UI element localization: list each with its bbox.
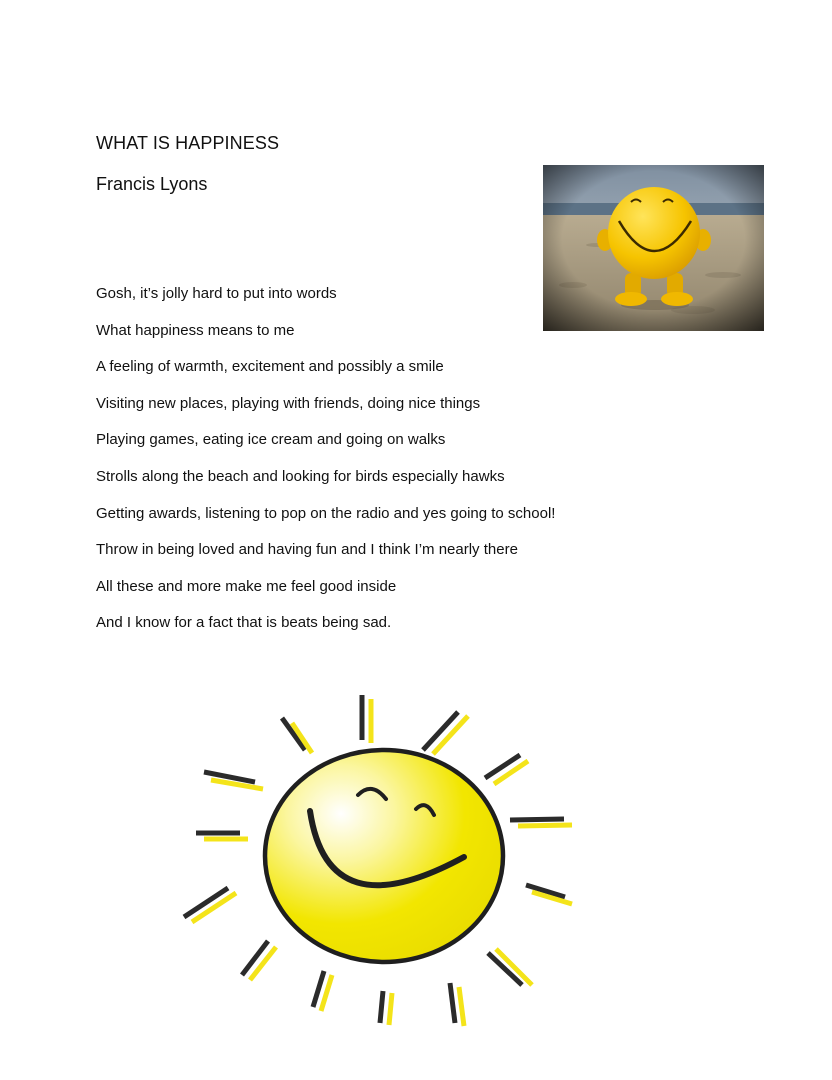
sun-face — [265, 750, 503, 962]
poem-line: Gosh, it’s jolly hard to put into words — [96, 285, 337, 302]
smiley-figure-photo — [543, 165, 764, 331]
smiling-sun-icon — [170, 685, 590, 1035]
poem-author: Francis Lyons — [96, 174, 208, 194]
poem-line: What happiness means to me — [96, 321, 295, 339]
poem-line: Getting awards, listening to pop on the radio and yes going to school! — [96, 504, 556, 522]
poem-title: WHAT IS HAPPINESS — [96, 133, 280, 153]
poem-line: Visiting new places, playing with friends, doing nice things — [96, 394, 481, 412]
poem-line: Playing games, eating ice cream and going on walks — [96, 431, 446, 449]
poem-body — [96, 284, 555, 650]
poem-line: A feeling of warmth, excitement and possibly a smile — [96, 358, 444, 376]
poem-line: And I know for a fact that is beats being sad. — [96, 614, 392, 632]
poem-line: All these and more make me feel good inside — [96, 577, 397, 595]
poem-line: Throw in being loved and having fun and I think I’m nearly there — [96, 541, 518, 559]
poem-line: Strolls along the beach and looking for birds especially hawks — [96, 467, 505, 485]
